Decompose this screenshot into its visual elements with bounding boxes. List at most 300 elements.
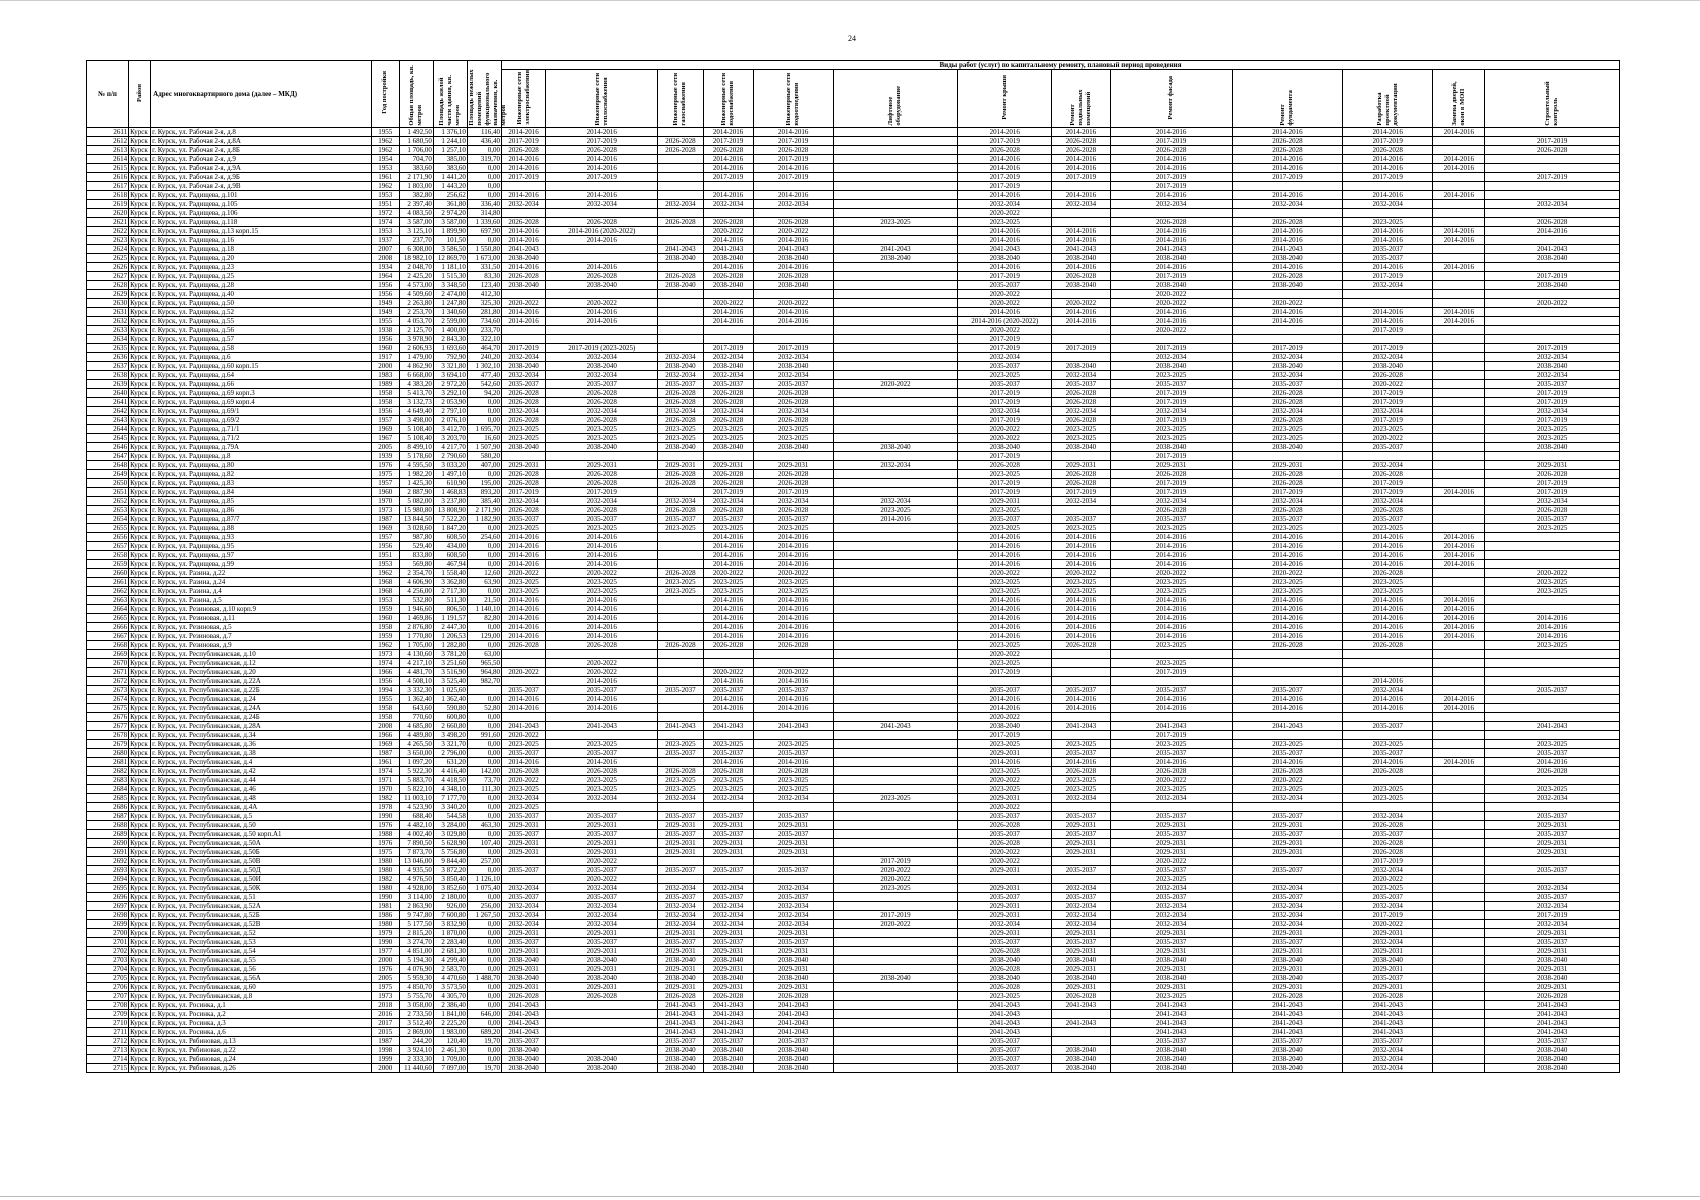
work-facade-cell: 2041-2043 <box>1110 1009 1232 1018</box>
work-roof-cell: 2023-2025 <box>958 505 1052 514</box>
work-roof-cell: 2017-2019 <box>958 271 1052 280</box>
work-sewer-cell: 2035-2037 <box>753 379 833 388</box>
work-facade-cell: 2029-2031 <box>1110 820 1232 829</box>
row-number-cell: 2685 <box>87 793 129 802</box>
work-basement-cell <box>1052 451 1110 460</box>
work-water-cell: 2020-2022 <box>703 568 753 577</box>
work-roof-cell: 2035-2037 <box>958 280 1052 289</box>
nonres-area-cell: 322,10 <box>467 334 501 343</box>
work-foundation-cell: 2014-2016 <box>1232 559 1342 568</box>
district-cell: Курск <box>129 676 151 685</box>
work-gas-cell: 2035-2037 <box>658 1036 703 1045</box>
work-foundation-cell: 2014-2016 <box>1232 613 1342 622</box>
work-water-cell: 2041-2043 <box>703 1018 753 1027</box>
work-electric-cell: 2014-2016 <box>502 703 546 712</box>
work-design-docs-cell: 2026-2028 <box>1343 991 1433 1000</box>
build-year-cell: 1953 <box>371 226 399 235</box>
work-heating-cell: 2026-2028 <box>546 640 658 649</box>
work-roof-cell: 2020-2022 <box>958 208 1052 217</box>
address-cell: г. Курск, ул. Рябиновая, д.22 <box>151 1045 372 1054</box>
district-cell: Курск <box>129 316 151 325</box>
work-design-docs-cell <box>1343 649 1433 658</box>
work-foundation-cell <box>1232 856 1342 865</box>
work-heating-cell: 2038-2040 <box>546 1063 658 1072</box>
row-number-cell: 2640 <box>87 388 129 397</box>
address-cell: г. Курск, ул. Рабочая 2-я, д.9А <box>151 163 372 172</box>
work-design-docs-cell: 2023-2025 <box>1343 523 1433 532</box>
work-construction-control-cell: 2029-2031 <box>1485 946 1620 955</box>
work-foundation-cell <box>1232 451 1342 460</box>
work-electric-cell: 2038-2040 <box>502 280 546 289</box>
work-doors-windows-cell: 2014-2016 <box>1433 316 1485 325</box>
table-row <box>87 190 1620 199</box>
work-design-docs-cell: 2017-2019 <box>1343 388 1433 397</box>
living-area-cell: 13 808,90 <box>433 505 467 514</box>
work-basement-cell: 2023-2025 <box>1052 586 1110 595</box>
table-row <box>87 433 1620 442</box>
work-sewer-cell: 2026-2028 <box>753 271 833 280</box>
address-cell: г. Курск, ул. Радищева, д.25 <box>151 271 372 280</box>
work-electric-cell: 2032-2034 <box>502 352 546 361</box>
work-foundation-cell <box>1232 208 1342 217</box>
district-cell: Курск <box>129 577 151 586</box>
table-row <box>87 802 1620 811</box>
address-cell: г. Курск, ул. Рябиновая, д.26 <box>151 1063 372 1072</box>
living-area-cell: 3 781,20 <box>433 649 467 658</box>
living-area-cell: 4 470,60 <box>433 973 467 982</box>
work-water-cell: 2014-2016 <box>703 307 753 316</box>
work-design-docs-cell: 2017-2019 <box>1343 136 1433 145</box>
build-year-cell: 1960 <box>371 487 399 496</box>
work-water-cell: 2026-2028 <box>703 217 753 226</box>
work-elevator-cell: 2023-2025 <box>833 505 957 514</box>
row-number-cell: 2715 <box>87 1063 129 1072</box>
work-heating-cell: 2029-2031 <box>546 838 658 847</box>
address-cell: г. Курск, ул. Радищева, д.82 <box>151 469 372 478</box>
work-water-cell <box>703 658 753 667</box>
work-electric-cell <box>502 712 546 721</box>
work-electric-cell: 2041-2043 <box>502 721 546 730</box>
total-area-cell: 532,80 <box>399 595 433 604</box>
total-area-cell: 3 498,00 <box>399 415 433 424</box>
total-area-cell: 5 413,70 <box>399 388 433 397</box>
work-facade-cell: 2014-2016 <box>1110 550 1232 559</box>
work-doors-windows-cell <box>1433 361 1485 370</box>
district-cell: Курск <box>129 883 151 892</box>
build-year-cell: 1951 <box>371 550 399 559</box>
works-group-header: Виды работ (услуг) по капитальному ремонту, плановый период проведения <box>502 61 1620 70</box>
work-foundation-cell: 2026-2028 <box>1232 271 1342 280</box>
work-elevator-cell <box>833 802 957 811</box>
work-design-docs-cell: 2026-2028 <box>1343 820 1433 829</box>
district-cell: Курск <box>129 793 151 802</box>
work-sewer-cell: 2038-2040 <box>753 1063 833 1072</box>
work-basement-cell: 2032-2034 <box>1052 793 1110 802</box>
work-facade-cell: 2014-2016 <box>1110 541 1232 550</box>
work-facade-cell: 2035-2037 <box>1110 829 1232 838</box>
work-sewer-cell: 2026-2028 <box>753 766 833 775</box>
work-heating-cell: 2014-2016 <box>546 532 658 541</box>
work-gas-cell: 2041-2043 <box>658 1009 703 1018</box>
living-area-cell: 511,30 <box>433 595 467 604</box>
total-area-cell: 1 770,80 <box>399 631 433 640</box>
table-row <box>87 1018 1620 1027</box>
work-elevator-cell <box>833 1063 957 1072</box>
work-gas-cell: 2032-2034 <box>658 199 703 208</box>
work-design-docs-cell: 2014-2016 <box>1343 703 1433 712</box>
address-cell: г. Курск, ул. Разина, д.5 <box>151 595 372 604</box>
address-cell: г. Курск, ул. Республиканская, д.24Б <box>151 712 372 721</box>
address-cell: г. Курск, ул. Резиновая, д.11 <box>151 613 372 622</box>
build-year-cell: 1970 <box>371 496 399 505</box>
work-roof-cell: 2020-2022 <box>958 802 1052 811</box>
address-cell: г. Курск, ул. Республиканская, д.8 <box>151 991 372 1000</box>
table-row <box>87 1000 1620 1009</box>
work-heating-cell: 2014-2016 (2020-2022) <box>546 226 658 235</box>
nonres-area-cell: 1 182,90 <box>467 514 501 523</box>
work-heating-cell <box>546 289 658 298</box>
work-construction-control-cell: 2017-2019 <box>1485 415 1620 424</box>
district-cell: Курск <box>129 568 151 577</box>
total-area-cell: 3 650,00 <box>399 748 433 757</box>
table-row <box>87 406 1620 415</box>
district-cell: Курск <box>129 235 151 244</box>
work-construction-control-cell <box>1485 550 1620 559</box>
work-construction-control-cell: 2032-2034 <box>1485 406 1620 415</box>
row-number-cell: 2668 <box>87 640 129 649</box>
work-water-cell <box>703 325 753 334</box>
col-year-header: Год постройки <box>371 61 399 128</box>
work-water-cell: 2014-2016 <box>703 676 753 685</box>
work-doors-windows-cell: 2014-2016 <box>1433 235 1485 244</box>
total-area-cell: 4 976,50 <box>399 874 433 883</box>
work-design-docs-cell: 2014-2016 <box>1343 190 1433 199</box>
work-basement-cell <box>1052 325 1110 334</box>
work-facade-cell: 2032-2034 <box>1110 910 1232 919</box>
work-design-docs-cell: 2029-2031 <box>1343 946 1433 955</box>
work-electric-cell: 2014-2016 <box>502 694 546 703</box>
total-area-cell: 5 178,60 <box>399 451 433 460</box>
work-construction-control-cell: 2029-2031 <box>1485 982 1620 991</box>
table-row <box>87 613 1620 622</box>
work-design-docs-cell: 2014-2016 <box>1343 127 1433 136</box>
work-elevator-cell <box>833 289 957 298</box>
address-cell: г. Курск, ул. Республиканская, д.5 <box>151 811 372 820</box>
work-electric-cell: 2029-2031 <box>502 946 546 955</box>
work-doors-windows-cell <box>1433 289 1485 298</box>
work-doors-windows-cell <box>1433 1009 1485 1018</box>
work-construction-control-cell: 2020-2022 <box>1485 568 1620 577</box>
work-type-header: Замена дверей, окон в МОП <box>1433 70 1485 128</box>
build-year-cell: 1955 <box>371 127 399 136</box>
work-basement-cell <box>1052 289 1110 298</box>
work-sewer-cell <box>753 730 833 739</box>
work-electric-cell: 2029-2031 <box>502 460 546 469</box>
district-cell: Курск <box>129 973 151 982</box>
work-gas-cell: 2038-2040 <box>658 973 703 982</box>
work-gas-cell: 2041-2043 <box>658 244 703 253</box>
work-sewer-cell: 2032-2034 <box>753 496 833 505</box>
work-construction-control-cell: 2029-2031 <box>1485 964 1620 973</box>
nonres-area-cell: 0,00 <box>467 757 501 766</box>
work-basement-cell: 2035-2037 <box>1052 685 1110 694</box>
total-area-cell: 4 862,90 <box>399 361 433 370</box>
work-heating-cell: 2041-2043 <box>546 721 658 730</box>
living-area-cell: 3 203,70 <box>433 433 467 442</box>
work-heating-cell: 2032-2034 <box>546 883 658 892</box>
work-construction-control-cell: 2023-2025 <box>1485 739 1620 748</box>
total-area-cell: 383,60 <box>399 163 433 172</box>
table-row <box>87 892 1620 901</box>
work-roof-cell: 2014-2016 <box>958 532 1052 541</box>
work-design-docs-cell: 2026-2028 <box>1343 505 1433 514</box>
work-heating-cell: 2026-2028 <box>546 478 658 487</box>
work-basement-cell: 2032-2034 <box>1052 496 1110 505</box>
work-doors-windows-cell: 2014-2016 <box>1433 604 1485 613</box>
work-basement-cell: 2023-2025 <box>1052 433 1110 442</box>
total-area-cell: 1 803,00 <box>399 181 433 190</box>
work-design-docs-cell: 2032-2034 <box>1343 1054 1433 1063</box>
work-water-cell: 2029-2031 <box>703 847 753 856</box>
work-heating-cell: 2029-2031 <box>546 460 658 469</box>
work-heating-cell <box>546 712 658 721</box>
work-construction-control-cell: 2038-2040 <box>1485 253 1620 262</box>
work-gas-cell: 2023-2025 <box>658 784 703 793</box>
work-roof-cell: 2023-2025 <box>958 640 1052 649</box>
work-facade-cell: 2014-2016 <box>1110 613 1232 622</box>
district-cell: Курск <box>129 757 151 766</box>
address-cell: г. Курск, ул. Рабочая 2-я, д.8А <box>151 136 372 145</box>
table-row <box>87 451 1620 460</box>
total-area-cell: 643,60 <box>399 703 433 712</box>
district-cell: Курск <box>129 451 151 460</box>
work-foundation-cell <box>1232 325 1342 334</box>
address-cell: г. Курск, ул. Радищева, д.18 <box>151 244 372 253</box>
work-roof-cell: 2038-2040 <box>958 721 1052 730</box>
address-cell: г. Курск, ул. Республиканская, д.4 <box>151 757 372 766</box>
district-cell: Курск <box>129 721 151 730</box>
work-heating-cell: 2038-2040 <box>546 280 658 289</box>
work-gas-cell: 2023-2025 <box>658 424 703 433</box>
total-area-cell: 4 685,80 <box>399 721 433 730</box>
district-cell: Курск <box>129 136 151 145</box>
work-construction-control-cell <box>1485 127 1620 136</box>
work-elevator-cell: 2038-2040 <box>833 253 957 262</box>
work-doors-windows-cell <box>1433 280 1485 289</box>
work-electric-cell: 2035-2037 <box>502 811 546 820</box>
work-doors-windows-cell <box>1433 343 1485 352</box>
total-area-cell: 5 822,10 <box>399 784 433 793</box>
work-sewer-cell: 2014-2016 <box>753 694 833 703</box>
work-elevator-cell <box>833 478 957 487</box>
work-foundation-cell: 2023-2025 <box>1232 784 1342 793</box>
work-heating-cell: 2026-2028 <box>546 388 658 397</box>
work-sewer-cell: 2032-2034 <box>753 370 833 379</box>
work-electric-cell: 2038-2040 <box>502 955 546 964</box>
district-cell: Курск <box>129 298 151 307</box>
work-doors-windows-cell <box>1433 415 1485 424</box>
work-basement-cell: 2041-2043 <box>1052 1000 1110 1009</box>
work-doors-windows-cell <box>1433 352 1485 361</box>
work-elevator-cell <box>833 694 957 703</box>
work-basement-cell: 2035-2037 <box>1052 829 1110 838</box>
work-basement-cell: 2038-2040 <box>1052 1054 1110 1063</box>
work-facade-cell: 2014-2016 <box>1110 757 1232 766</box>
work-water-cell <box>703 334 753 343</box>
address-cell: г. Курск, ул. Республиканская, д.50А <box>151 838 372 847</box>
work-doors-windows-cell <box>1433 334 1485 343</box>
nonres-area-cell: 0,00 <box>467 406 501 415</box>
nonres-area-cell: 281,80 <box>467 307 501 316</box>
work-construction-control-cell: 2035-2037 <box>1485 514 1620 523</box>
work-foundation-cell: 2029-2031 <box>1232 820 1342 829</box>
work-facade-cell: 2014-2016 <box>1110 226 1232 235</box>
nonres-area-cell: 63,00 <box>467 649 501 658</box>
nonres-area-cell: 0,00 <box>467 694 501 703</box>
total-area-cell: 5 194,30 <box>399 955 433 964</box>
work-sewer-cell: 2014-2016 <box>753 190 833 199</box>
work-doors-windows-cell <box>1433 748 1485 757</box>
work-electric-cell: 2026-2028 <box>502 505 546 514</box>
work-facade-cell: 2041-2043 <box>1110 244 1232 253</box>
work-sewer-cell <box>753 334 833 343</box>
work-gas-cell: 2032-2034 <box>658 883 703 892</box>
table-row <box>87 1063 1620 1072</box>
district-cell: Курск <box>129 775 151 784</box>
work-roof-cell: 2020-2022 <box>958 847 1052 856</box>
build-year-cell: 1976 <box>371 838 399 847</box>
row-number-cell: 2616 <box>87 172 129 181</box>
nonres-area-cell: 0,00 <box>467 172 501 181</box>
work-design-docs-cell: 2017-2019 <box>1343 343 1433 352</box>
work-heating-cell: 2014-2016 <box>546 559 658 568</box>
work-type-header: Ремонт фундамента <box>1232 70 1342 128</box>
work-design-docs-cell: 2017-2019 <box>1343 910 1433 919</box>
work-water-cell: 2026-2028 <box>703 478 753 487</box>
district-cell: Курск <box>129 847 151 856</box>
work-basement-cell: 2014-2016 <box>1052 604 1110 613</box>
work-gas-cell: 2035-2037 <box>658 514 703 523</box>
total-area-cell: 11 003,10 <box>399 793 433 802</box>
work-sewer-cell: 2038-2040 <box>753 442 833 451</box>
work-gas-cell <box>658 541 703 550</box>
work-sewer-cell: 2041-2043 <box>753 1027 833 1036</box>
work-elevator-cell <box>833 829 957 838</box>
work-foundation-cell: 2029-2031 <box>1232 946 1342 955</box>
work-doors-windows-cell: 2014-2016 <box>1433 262 1485 271</box>
work-foundation-cell: 2014-2016 <box>1232 595 1342 604</box>
table-row <box>87 811 1620 820</box>
work-basement-cell: 2014-2016 <box>1052 541 1110 550</box>
work-facade-cell: 2038-2040 <box>1110 1045 1232 1054</box>
row-number-cell: 2694 <box>87 874 129 883</box>
work-electric-cell: 2029-2031 <box>502 838 546 847</box>
address-cell: г. Курск, ул. Республиканская, д.22А <box>151 676 372 685</box>
work-basement-cell <box>1052 802 1110 811</box>
row-number-cell: 2634 <box>87 334 129 343</box>
district-cell: Курск <box>129 856 151 865</box>
work-gas-cell: 2035-2037 <box>658 748 703 757</box>
row-number-cell: 2699 <box>87 919 129 928</box>
work-water-cell: 2014-2016 <box>703 541 753 550</box>
build-year-cell: 1966 <box>371 667 399 676</box>
work-gas-cell: 2035-2037 <box>658 829 703 838</box>
work-elevator-cell <box>833 1027 957 1036</box>
work-doors-windows-cell <box>1433 433 1485 442</box>
work-basement-cell: 2035-2037 <box>1052 892 1110 901</box>
district-cell: Курск <box>129 658 151 667</box>
work-electric-cell: 2026-2028 <box>502 478 546 487</box>
build-year-cell: 1987 <box>371 514 399 523</box>
work-construction-control-cell: 2017-2019 <box>1485 388 1620 397</box>
work-elevator-cell <box>833 766 957 775</box>
work-basement-cell: 2032-2034 <box>1052 910 1110 919</box>
work-roof-cell: 2026-2028 <box>958 838 1052 847</box>
work-roof-cell: 2017-2019 <box>958 136 1052 145</box>
work-elevator-cell <box>833 397 957 406</box>
work-roof-cell: 2017-2019 <box>958 415 1052 424</box>
living-area-cell: 467,94 <box>433 559 467 568</box>
work-construction-control-cell: 2017-2019 <box>1485 271 1620 280</box>
work-facade-cell: 2017-2019 <box>1110 136 1232 145</box>
work-design-docs-cell: 2032-2034 <box>1343 1063 1433 1072</box>
nonres-area-cell: 0,00 <box>467 163 501 172</box>
work-roof-cell: 2023-2025 <box>958 586 1052 595</box>
col-total-area-header: Общая площадь, кв. метров <box>399 61 433 128</box>
row-number-cell: 2711 <box>87 1027 129 1036</box>
living-area-cell: 3 340,20 <box>433 802 467 811</box>
work-construction-control-cell <box>1485 163 1620 172</box>
work-type-header: Инженерные сети теплоснабжения <box>546 70 658 128</box>
work-electric-cell: 2035-2037 <box>502 685 546 694</box>
work-water-cell: 2023-2025 <box>703 586 753 595</box>
work-gas-cell: 2026-2028 <box>658 469 703 478</box>
work-water-cell: 2014-2016 <box>703 613 753 622</box>
build-year-cell: 1956 <box>371 541 399 550</box>
work-sewer-cell: 2023-2025 <box>753 433 833 442</box>
living-area-cell: 4 305,70 <box>433 991 467 1000</box>
work-heating-cell: 2038-2040 <box>546 361 658 370</box>
work-doors-windows-cell <box>1433 730 1485 739</box>
nonres-area-cell: 0,00 <box>467 1018 501 1027</box>
work-elevator-cell <box>833 541 957 550</box>
total-area-cell: 4 002,40 <box>399 829 433 838</box>
work-heating-cell: 2035-2037 <box>546 811 658 820</box>
work-basement-cell <box>1052 334 1110 343</box>
living-area-cell: 1 558,40 <box>433 568 467 577</box>
build-year-cell: 1937 <box>371 235 399 244</box>
work-foundation-cell: 2014-2016 <box>1232 694 1342 703</box>
total-area-cell: 4 606,90 <box>399 577 433 586</box>
nonres-area-cell: 0,00 <box>467 1045 501 1054</box>
work-facade-cell: 2023-2025 <box>1110 424 1232 433</box>
work-water-cell: 2026-2028 <box>703 271 753 280</box>
work-elevator-cell <box>833 739 957 748</box>
work-roof-cell: 2014-2016 <box>958 226 1052 235</box>
address-cell: г. Курск, ул. Радищева, д.79А <box>151 442 372 451</box>
work-facade-cell: 2026-2028 <box>1110 145 1232 154</box>
work-roof-cell: 2026-2028 <box>958 820 1052 829</box>
work-basement-cell: 2029-2031 <box>1052 820 1110 829</box>
work-construction-control-cell: 2032-2034 <box>1485 199 1620 208</box>
living-area-cell: 2 974,20 <box>433 208 467 217</box>
work-doors-windows-cell <box>1433 244 1485 253</box>
build-year-cell: 1982 <box>371 874 399 883</box>
build-year-cell: 1962 <box>371 181 399 190</box>
work-roof-cell: 2014-2016 <box>958 604 1052 613</box>
table-row <box>87 397 1620 406</box>
address-cell: г. Курск, ул. Резиновая, д.5 <box>151 622 372 631</box>
